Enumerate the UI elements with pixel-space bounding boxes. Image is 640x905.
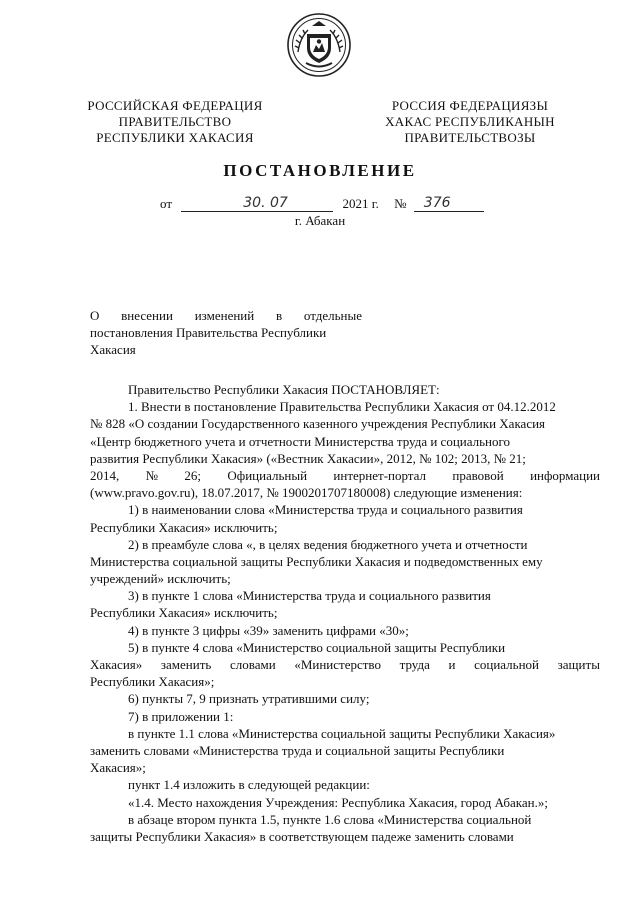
body-line: 6) пункты 7, 9 признать утратившими силу;: [128, 691, 370, 707]
word: правовой: [452, 467, 504, 483]
header-right-line: РОССИЯ ФЕДЕРАЦИЯЗЫ: [391, 98, 549, 113]
subject-line: О внесении изменений в отдельные: [90, 308, 362, 323]
word: и: [448, 657, 456, 672]
number-field: [414, 197, 484, 212]
coat-of-arms-emblem: [286, 12, 352, 78]
header-left-line: РЕСПУБЛИКИ ХАКАСИЯ: [96, 130, 254, 145]
header-left-line: ПРАВИТЕЛЬСТВО: [118, 114, 232, 129]
document-title: ПОСТАНОВЛЕНИЕ: [223, 161, 417, 180]
year-label: 2021 г.: [342, 196, 379, 211]
word: №: [145, 467, 159, 483]
header-right-line: ПРАВИТЕЛЬСТВОЗЫ: [404, 130, 536, 145]
body-line: заменить словами «Министерства труда и социальной защиты Республики: [90, 742, 505, 758]
subject-line: Хакасия: [90, 342, 136, 357]
handwritten-date: 30. 07: [243, 195, 288, 211]
date-field: [181, 197, 333, 212]
from-label: от: [160, 196, 173, 211]
number-label: №: [394, 196, 407, 211]
body-line: (www.pravo.gov.ru), 18.07.2017, № 1900201707180008) следующие изменения:: [90, 485, 523, 501]
word: 2014,: [90, 467, 120, 483]
word: интернет-портал: [333, 467, 427, 483]
body-line: Республики Хакасия» исключить;: [90, 605, 278, 621]
body-line: Республики Хакасия»;: [90, 674, 215, 690]
word: защиты: [557, 657, 600, 672]
header-right-line: ХАКАС РЕСПУБЛИКАНЫН: [385, 114, 555, 129]
body-line: в пункте 1.1 слова «Министерства социальной защиты Республики Хакасия»: [128, 725, 556, 741]
city: г. Абакан: [294, 213, 346, 228]
word: Официальный: [227, 467, 308, 483]
subject-line: постановления Правительства Республики: [90, 325, 327, 340]
body-line: Министерства социальной защиты Республики Хакасия и подведомственных ему: [90, 553, 543, 569]
body-line: в абзаце втором пункта 1.5, пункте 1.6 слова «Министерства социальной: [128, 811, 532, 827]
body-line: 1) в наименовании слова «Министерства труда и социального развития: [128, 502, 523, 518]
body-line: Правительство Республики Хакасия ПОСТАНОВЛЯЕТ:: [128, 382, 440, 397]
body-line: Хакасия»;: [90, 760, 146, 776]
body-line: № 828 «О создании Государственного казенного учреждения Республики Хакасия: [90, 416, 546, 432]
body-line: 4) в пункте 3 цифры «39» заменить цифрами «30»;: [128, 622, 409, 638]
body-line: 1. Внести в постановление Правительства Республики Хакасия от 04.12.2012: [128, 399, 556, 415]
header-left-line: РОССИЙСКАЯ ФЕДЕРАЦИЯ: [87, 98, 263, 113]
body-line: [90, 467, 600, 484]
word: труда: [399, 657, 430, 672]
body-line: 3) в пункте 1 слова «Министерства труда и социального развития: [128, 588, 491, 604]
subject-block: [90, 307, 362, 358]
body-line: развития Республики Хакасия» («Вестник Хакасии», 2012, № 102; 2013, № 21;: [90, 450, 526, 466]
body-line: пункт 1.4 изложить в следующей редакции:: [128, 777, 370, 793]
date-number-line: [160, 196, 484, 214]
body-line: 2) в преамбуле слова «, в целях ведения бюджетного учета и отчетности: [128, 536, 528, 552]
word: 26;: [184, 467, 202, 483]
word: «Министерство: [294, 657, 381, 672]
body-line: Республики Хакасия» исключить;: [90, 519, 278, 535]
word: социальной: [474, 657, 539, 672]
body-line: [90, 656, 600, 673]
handwritten-number: 376: [423, 195, 451, 211]
body-line: «1.4. Место нахождения Учреждения: Республика Хакасия, город Абакан.»;: [128, 794, 548, 810]
header-left-russian: [60, 98, 290, 146]
word: Хакасия»: [90, 657, 143, 672]
body-line: «Центр бюджетного учета и отчетности Министерства труда и социального: [90, 433, 511, 449]
word: информации: [530, 467, 600, 483]
body-line: защиты Республики Хакасия» в соответствующем падеже заменить словами: [90, 828, 514, 844]
word: заменить: [160, 657, 212, 672]
body-line: учреждений» исключить;: [90, 571, 231, 587]
document-body: [90, 381, 600, 845]
header-right-khakas: [355, 98, 585, 146]
body-line: 5) в пункте 4 слова «Министерство социальной защиты Республики: [128, 639, 506, 655]
word: словами: [229, 657, 276, 672]
body-line: 7) в приложении 1:: [128, 708, 234, 724]
